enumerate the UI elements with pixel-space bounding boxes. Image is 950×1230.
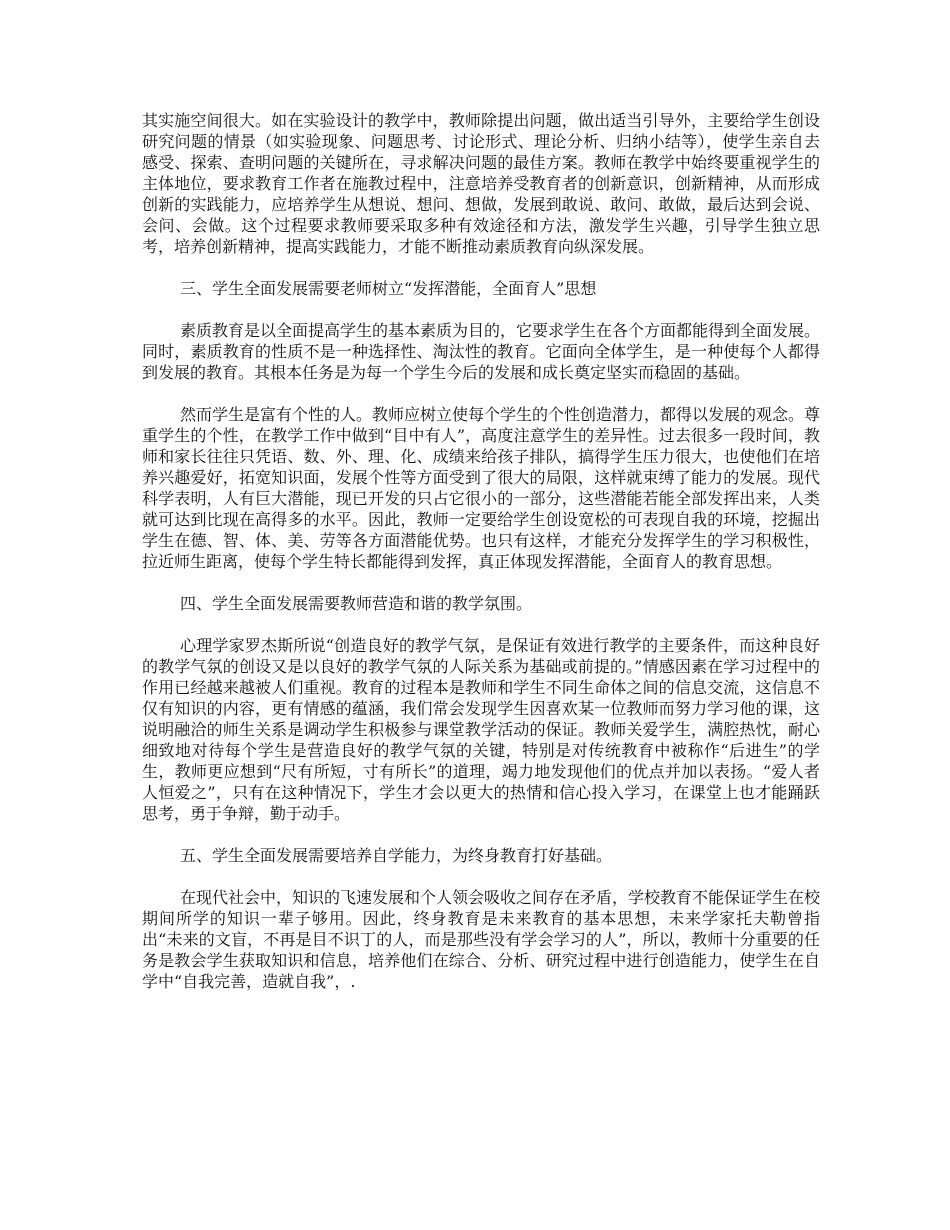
paragraph-spacer (142, 572, 820, 593)
body-paragraph: 其实施空间很大。如在实验设计的教学中，教师除提出问题，做出适当引导外，主要给学生创设研究问题的情景（如实验现象、问题思考、讨论形式、理论分析、归纳小结等），使学生亲自去感受、探索、查明问题的关键所在，寻求解决问题的最佳方案。教师在教学中始终要重视学生的主体地位，要求教育工作者在施教过程中，注意培养受教育者的创新意识，创新精神，从而形成创新的实践能力，应培养学生从想说、想问、想做，发展到敢说、敢问、敢做，最后达到会说、会问、会做。这个过程要求教师要采取多种有效途径和方法，激发学生兴趣，引导学生独立思考，培养创新精神，提高实践能力，才能不断推动素质教育向纵深发展。 (142, 111, 820, 256)
body-paragraph: 素质教育是以全面提高学生的基本素质为目的，它要求学生在各个方面都能得到全面发展。同时，素质教育的性质不是一种选择性、淘汰性的教育。它面向全体学生，是一种使每个人都得到发展的教育。其根本任务是为每一个学生今后的发展和成长奠定坚实而稳固的基础。 (142, 321, 821, 382)
paragraph-spacer (142, 383, 820, 404)
body-paragraph: 然而学生是富有个性的人。教师应树立使每个学生的个性创造潜力，都得以发展的观念。尊重学生的个性，在教学工作中做到“目中有人”，高度注意学生的差异性。过去很多一段时间，教师和家长往往只凭语、数、外、理、化、成绩来给孩子排队，搞得学生压力很大，也使他们在培养兴趣爱好，拓宽知识面，发展个性等方面受到了很大的局限，这样就束缚了能力的发展。现代科学表明，人有巨大潜能，现已开发的只占它很小的一部分，这些潜能若能全部发挥出来，人类就可达到比现在高得多的水平。因此，教师一定要给学生创设宽松的可表现自我的环境，挖掘出学生在德、智、体、美、劳等各方面潜能优势。也只有这样，才能充分发挥学生的学习积极性，拉近师生距离，使每个学生特长都能得到发挥，真正体现发挥潜能，全面育人的教育思想。 (142, 405, 821, 571)
section-heading-4: 四、学生全面发展需要教师营造和谐的教学氛围。 (180, 594, 533, 613)
section-heading-5: 五、学生全面发展需要培养自学能力，为终身教育打好基础。 (180, 846, 613, 865)
body-paragraph: 在现代社会中，知识的飞速发展和个人领会吸收之间存在矛盾，学校教育不能保证学生在校期间所学的知识一辈子够用。因此，终身教育是未来教育的基本思想，未来学家托夫勒曾指出“未来的文盲，不再是目不识丁的人，而是那些没有学会学习的人”，所以，教师十分重要的任务是教会学生获取知识和信息，培养他们在综合、分析、研究过程中进行创造能力，使学生在自学中“自我完善，造就自我”，. (142, 888, 821, 991)
section-heading-3: 三、学生全面发展需要老师树立“发挥潜能，全面育人”思想 (180, 279, 597, 298)
paragraph-spacer (142, 257, 820, 278)
paragraph-spacer (142, 614, 820, 635)
paragraph-spacer (142, 824, 820, 845)
paragraph-spacer (142, 866, 820, 887)
document-page (142, 110, 820, 992)
body-paragraph: 心理学家罗杰斯所说“创造良好的教学气氛，是保证有效进行教学的主要条件，而这种良好的教学气氛的创设又是以良好的教学气氛的人际关系为基础或前提的。”情感因素在学习过程中的作用已经越来越被人们重视。教育的过程本是教师和学生不同生命体之间的信息交流，这信息不仅有知识的内容，更有情感的蕴涵，我们常会发现学生因喜欢某一位教师而努力学习他的课，这说明融洽的师生关系是调动学生积极参与课堂教学活动的保证。教师关爱学生，满腔热忱，耐心细致地对待每个学生是营造良好的教学气氛的关键，特别是对传统教育中被称作“后进生”的学生，教师更应想到“尺有所短，寸有所长”的道理，竭力地发现他们的优点并加以表扬。“爱人者人恒爱之”，只有在这种情况下，学生才会以更大的热情和信心投入学习，在课堂上也才能踊跃思考，勇于争辩，勤于动手。 (142, 636, 820, 823)
paragraph-spacer (142, 299, 820, 320)
